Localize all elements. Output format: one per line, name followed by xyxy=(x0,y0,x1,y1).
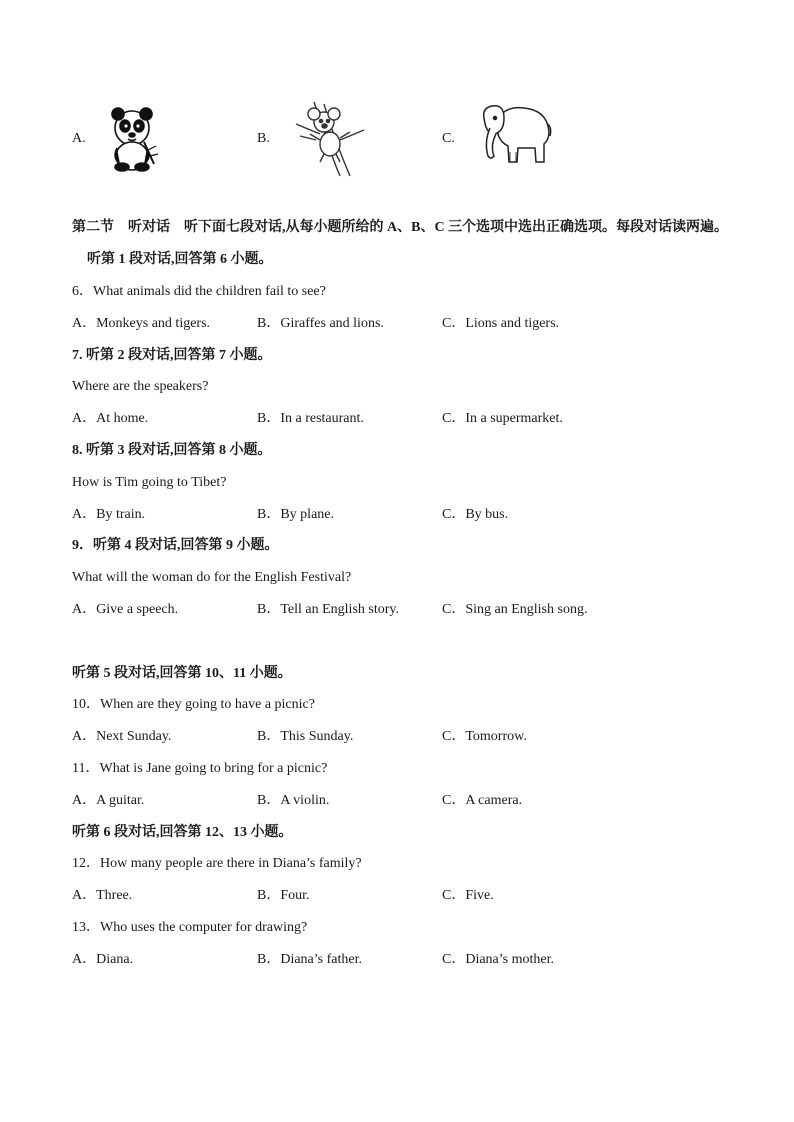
q12-option-c[interactable]: C．Five. xyxy=(442,888,494,903)
q8-option-a[interactable]: A．By train. xyxy=(72,507,146,522)
q11-option-a[interactable]: A．A guitar. xyxy=(72,793,145,808)
question-number: 13． xyxy=(72,920,100,935)
q11-option-c[interactable]: C．A camera. xyxy=(442,793,523,808)
q7-option-a[interactable]: A．At home. xyxy=(72,411,149,426)
question-9-text: What will the woman do for the English Festival? xyxy=(72,570,352,585)
q8-option-c[interactable]: C．By bus. xyxy=(442,507,509,522)
q9-option-b[interactable]: B．Tell an English story. xyxy=(257,602,399,617)
question-text: What is Jane going to bring for a picnic? xyxy=(99,761,328,776)
q12-option-a[interactable]: A．Three. xyxy=(72,888,133,903)
dialogue-4-instruction: 9．听第 4 段对话,回答第 9 小题。 xyxy=(72,538,279,553)
q11-option-b[interactable]: B．A violin. xyxy=(257,793,330,808)
q6-option-a[interactable]: A．Monkeys and tigers. xyxy=(72,316,211,331)
q6-option-c[interactable]: C．Lions and tigers. xyxy=(442,316,560,331)
panda-icon xyxy=(104,106,160,172)
q10-option-b[interactable]: B．This Sunday. xyxy=(257,729,354,744)
q13-option-a[interactable]: A．Diana. xyxy=(72,952,134,967)
dialogue-3-instruction: 8. 听第 3 段对话,回答第 8 小题。 xyxy=(72,443,272,458)
koala-icon xyxy=(294,100,366,178)
picture-c-label: C. xyxy=(442,131,455,146)
q8-option-b[interactable]: B．By plane. xyxy=(257,507,334,522)
q13-option-c[interactable]: C．Diana’s mother. xyxy=(442,952,554,967)
q12-option-b[interactable]: B．Four. xyxy=(257,888,310,903)
question-10 xyxy=(72,696,315,714)
picture-a-label: A. xyxy=(72,131,86,146)
question-13 xyxy=(72,919,307,937)
question-6 xyxy=(72,283,326,301)
question-text: When are they going to have a picnic? xyxy=(100,697,315,712)
question-number: 6． xyxy=(72,284,93,299)
question-text: Who uses the computer for drawing? xyxy=(100,920,308,935)
q6-option-b[interactable]: B．Giraffes and lions. xyxy=(257,316,384,331)
q10-option-c[interactable]: C．Tomorrow. xyxy=(442,729,527,744)
q9-option-c[interactable]: C．Sing an English song. xyxy=(442,602,588,617)
question-number: 10． xyxy=(72,697,100,712)
dialogue-2-instruction: 7. 听第 2 段对话,回答第 7 小题。 xyxy=(72,348,272,363)
question-text: What animals did the children fail to see? xyxy=(93,284,326,299)
question-number: 12． xyxy=(72,856,100,871)
question-11 xyxy=(72,760,327,778)
picture-b-label: B. xyxy=(257,131,270,146)
q7-option-c[interactable]: C．In a supermarket. xyxy=(442,411,563,426)
question-7-text: Where are the speakers? xyxy=(72,379,209,394)
dialogue-5-instruction: 听第 5 段对话,回答第 10、11 小题。 xyxy=(72,666,292,681)
question-number: 11． xyxy=(72,761,100,776)
question-text: How many people are there in Diana’s family? xyxy=(100,856,362,871)
dialogue-1-instruction: 听第 1 段对话,回答第 6 小题。 xyxy=(87,252,273,267)
q7-option-b[interactable]: B．In a restaurant. xyxy=(257,411,364,426)
question-8-text: How is Tim going to Tibet? xyxy=(72,475,227,490)
q13-option-b[interactable]: B．Diana’s father. xyxy=(257,952,362,967)
q10-option-a[interactable]: A．Next Sunday. xyxy=(72,729,172,744)
section-heading: 第二节 听对话 听下面七段对话,从每小题所给的 A、B、C 三个选项中选出正确选项。每段对话读两遍。 xyxy=(72,220,729,235)
question-12 xyxy=(72,855,362,873)
elephant-icon xyxy=(478,102,554,166)
q9-option-a[interactable]: A．Give a speech. xyxy=(72,602,179,617)
dialogue-6-instruction: 听第 6 段对话,回答第 12、13 小题。 xyxy=(72,825,293,840)
